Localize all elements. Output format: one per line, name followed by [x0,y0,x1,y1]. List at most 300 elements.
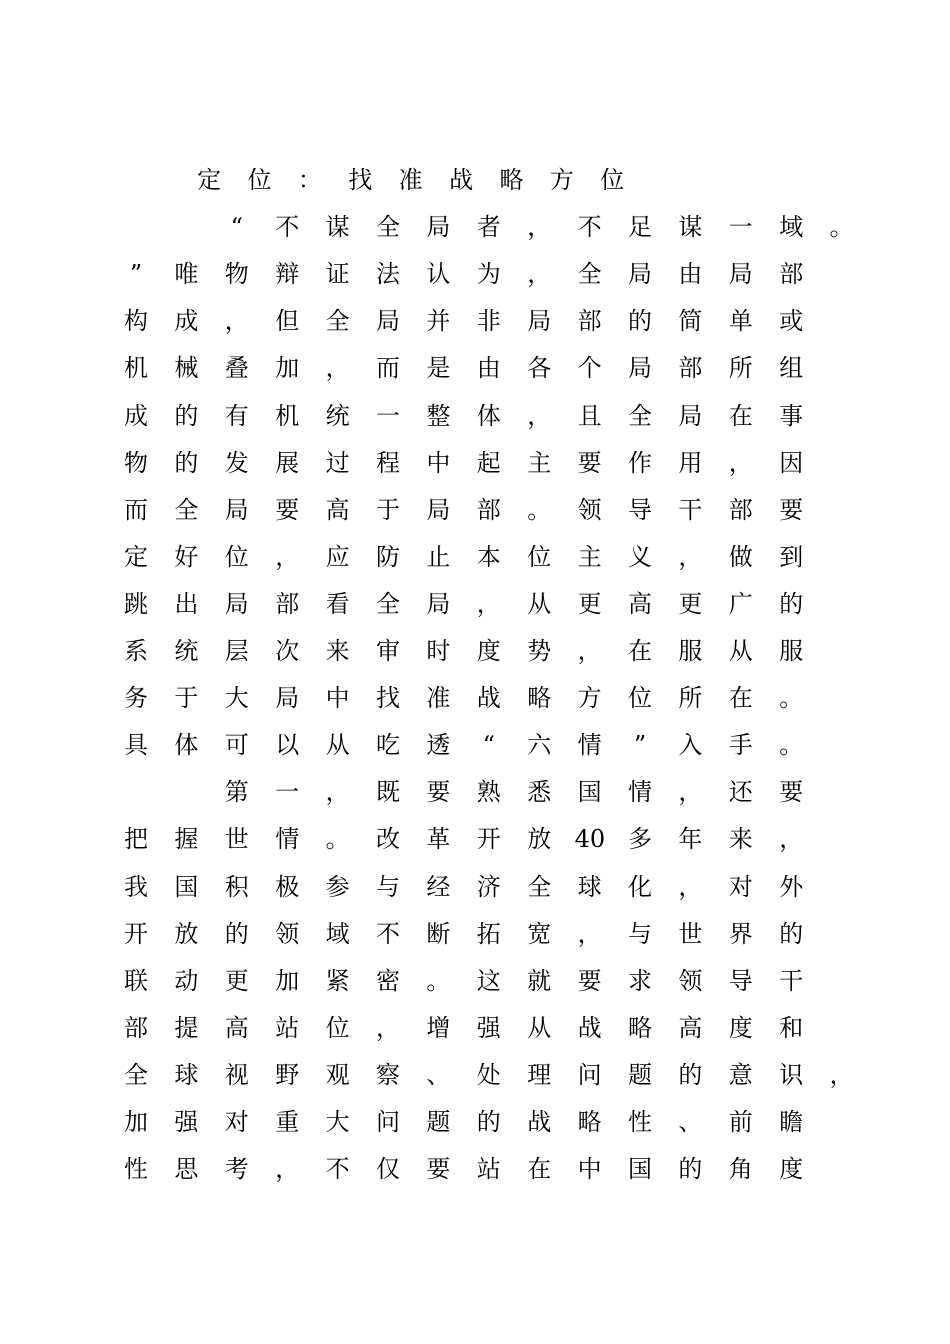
text-glyph: 要 [577,966,602,995]
paragraph-1-line [0,207,950,247]
text-glyph: 域 [325,919,350,948]
text-glyph: 与 [376,872,400,901]
text-glyph: 找 [376,684,400,713]
text-glyph: 从 [527,589,552,618]
text-glyph: 起 [476,448,501,477]
paragraph-1-line [0,584,950,624]
text-glyph: 法 [376,260,400,289]
text-glyph: 服 [678,637,703,665]
text-glyph: 定 [197,166,222,194]
text-glyph: 所 [678,684,703,713]
text-glyph: 而 [376,354,400,383]
text-glyph: 情 [577,731,602,760]
text-glyph: 站 [476,1155,501,1184]
text-glyph: 思 [174,1155,199,1184]
text-glyph: ， [577,637,602,665]
text-glyph: 事 [779,401,804,430]
text-glyph: 过 [325,448,350,477]
text-glyph: 还 [728,778,753,807]
paragraph-1-line [0,725,950,765]
text-glyph: 的 [628,307,652,336]
text-glyph: 。 [426,966,451,995]
text-glyph: 足 [628,213,652,242]
text-glyph: 干 [678,495,703,524]
text-glyph: ” [129,260,143,289]
text-glyph: 局 [728,260,753,289]
text-glyph: 方 [577,684,602,713]
text-glyph: ， [325,354,350,383]
text-glyph: 谋 [678,213,703,242]
text-glyph: 加 [124,1108,148,1136]
text-glyph: 认 [426,260,451,289]
text-glyph: 界 [728,919,753,948]
text-glyph: 一 [275,778,300,807]
text-glyph: 。 [527,495,552,524]
text-glyph: 主 [577,542,602,571]
text-glyph: 是 [426,354,451,383]
text-glyph: 和 [779,1013,804,1042]
text-glyph: 要 [426,778,451,807]
text-glyph: 与 [628,919,652,948]
text-glyph: 审 [376,637,400,665]
text-glyph: 部 [275,589,300,618]
text-glyph: 高 [325,495,350,524]
text-glyph: 放 [174,919,199,948]
paragraph-1-line [0,396,950,436]
text-glyph: 考 [224,1155,249,1184]
text-glyph: ， [678,778,703,807]
paragraph-1-line [0,301,950,341]
text-glyph: 成 [174,307,199,336]
text-glyph: 的 [174,448,199,477]
text-glyph: 联 [124,966,148,995]
text-glyph: 球 [174,1060,199,1089]
text-glyph: 止 [426,542,451,571]
text-glyph: ， [325,778,350,807]
text-glyph: 经 [426,872,451,901]
text-glyph: 局 [527,307,552,336]
text-glyph: 在 [728,401,753,430]
text-glyph: 济 [476,872,501,901]
text-glyph: 整 [426,401,451,430]
text-glyph: 拓 [476,919,501,948]
text-glyph: 机 [275,401,300,430]
text-glyph: 械 [174,354,199,383]
text-glyph: 开 [124,919,148,948]
text-glyph: 全 [628,401,652,430]
text-glyph: 单 [728,307,753,336]
text-glyph: 要 [779,778,804,807]
text-glyph: 由 [678,260,703,289]
paragraph-2-line [0,1149,950,1189]
text-glyph: 准 [398,166,423,194]
text-glyph: 唯 [174,260,199,289]
text-glyph: 物 [224,260,249,289]
text-glyph: 全 [376,213,400,242]
text-glyph: 战 [577,1013,602,1042]
text-glyph: 前 [728,1108,753,1136]
text-glyph: ： [297,166,322,194]
text-glyph: 中 [577,1155,602,1184]
text-glyph: 构 [124,307,148,336]
text-glyph: 高 [224,1013,249,1042]
paragraph-2-line [0,1008,950,1048]
text-glyph: 吃 [376,731,400,760]
text-glyph: 六 [527,731,552,760]
text-glyph: 局 [426,213,451,242]
text-glyph: 找 [348,166,373,194]
text-glyph: 更 [678,589,703,618]
text-glyph: 物 [124,448,148,477]
text-glyph: 不 [577,213,602,242]
text-glyph: 情 [275,825,300,854]
text-glyph: 重 [275,1108,300,1136]
text-glyph: 跳 [124,589,148,618]
text-glyph: 全 [376,589,400,618]
text-glyph: 改 [376,825,400,854]
text-glyph: 位 [628,684,652,713]
text-glyph: 部 [476,495,501,524]
text-glyph: 问 [577,1060,602,1089]
text-glyph: ， [527,213,552,242]
text-glyph: 高 [628,589,652,618]
text-glyph: ， [527,260,552,289]
text-glyph: 高 [678,1013,703,1042]
text-glyph: 性 [124,1155,148,1184]
text-glyph: 本 [476,542,501,571]
text-glyph: 部 [577,307,602,336]
text-glyph: 手 [728,731,753,760]
text-glyph: 第 [224,778,249,807]
text-glyph: 一 [728,213,753,242]
text-glyph: 增 [426,1013,451,1042]
text-glyph: 局 [628,260,652,289]
text-glyph: “ [482,731,495,760]
paragraph-1-line [0,490,950,530]
text-glyph: 来 [325,637,350,665]
text-glyph: 观 [325,1060,350,1089]
text-glyph: 的 [174,401,199,430]
text-glyph: 仅 [376,1155,400,1184]
text-glyph: 叠 [224,354,249,383]
heading-line [0,160,950,200]
text-glyph: 而 [124,495,148,524]
text-glyph: 非 [476,307,501,336]
text-glyph: 情 [628,778,652,807]
text-glyph: 为 [476,260,501,289]
text-glyph: 要 [779,495,804,524]
text-glyph: 的 [678,1155,703,1184]
text-glyph: 位 [224,542,249,571]
text-glyph: 局 [224,495,249,524]
text-glyph: 。 [779,731,804,760]
text-glyph: 干 [779,966,804,995]
text-glyph: 不 [325,1155,350,1184]
text-glyph: 领 [275,919,300,948]
text-glyph: 用 [678,448,703,477]
text-glyph: 局 [426,495,451,524]
text-glyph: 全 [527,872,552,901]
text-glyph: 局 [275,684,300,713]
text-glyph: 务 [124,684,148,713]
text-glyph: 简 [678,307,703,336]
text-glyph: 组 [779,354,804,383]
text-glyph: 由 [476,354,501,383]
text-glyph: 从 [325,731,350,760]
text-glyph: 。 [779,684,804,713]
text-glyph: 世 [224,825,249,854]
text-glyph: 在 [628,637,652,665]
text-glyph: ， [376,1013,400,1042]
text-glyph: 广 [728,589,753,618]
text-glyph: 局 [376,307,400,336]
text-glyph: 战 [476,684,501,713]
text-glyph: 性 [628,1108,652,1136]
text-glyph: 战 [527,1108,552,1136]
text-glyph: 势 [527,637,552,665]
text-glyph: 部 [779,260,804,289]
text-glyph: 瞻 [779,1108,804,1136]
text-glyph: 强 [476,1013,501,1042]
text-glyph: 略 [499,166,524,194]
text-glyph: 国 [628,1155,652,1184]
text-glyph: 谋 [325,213,350,242]
text-glyph: 题 [628,1060,652,1089]
text-glyph: 导 [728,966,753,995]
text-glyph: ， [224,307,249,336]
text-glyph: 的 [779,589,804,618]
text-glyph: 的 [678,1060,703,1089]
text-glyph: 处 [476,1060,501,1089]
text-glyph: 革 [426,825,451,854]
paragraph-1-line [0,678,950,718]
text-glyph: 统 [174,637,199,665]
paragraph-1-line [0,443,950,483]
text-glyph: 既 [376,778,400,807]
text-glyph: 并 [426,307,451,336]
text-glyph: 。 [325,825,350,854]
text-glyph: 成 [124,401,148,430]
text-glyph: 从 [527,1013,552,1042]
text-glyph: 度 [728,1013,753,1042]
text-glyph: 国 [174,872,199,901]
text-glyph: 因 [779,448,804,477]
text-glyph: 的 [476,1108,501,1136]
text-glyph: 入 [678,731,703,760]
text-glyph: 来 [728,825,753,854]
text-glyph: 体 [476,401,501,430]
text-glyph: 略 [577,1108,602,1136]
text-glyph: 更 [224,966,249,995]
text-glyph: 服 [779,637,804,665]
text-glyph: ， [678,872,703,901]
text-glyph: 全 [325,307,350,336]
text-glyph: 对 [224,1108,249,1136]
text-glyph: 要 [426,1155,451,1184]
text-glyph: ， [476,589,501,618]
text-glyph: 有 [224,401,249,430]
text-glyph: 大 [325,1108,350,1136]
text-glyph: 角 [728,1155,753,1184]
text-glyph: 且 [577,401,602,430]
text-glyph: 从 [728,637,753,665]
text-glyph: 强 [174,1108,199,1136]
text-glyph: ， [779,825,804,854]
text-glyph: 度 [779,1155,804,1184]
text-glyph: 次 [275,637,300,665]
text-glyph: ， [275,542,300,571]
text-glyph: 略 [527,684,552,713]
text-glyph: 体 [174,731,199,760]
text-glyph: 时 [426,637,451,665]
text-glyph: 者 [476,213,501,242]
text-glyph: 出 [174,589,199,618]
text-glyph: 防 [376,542,400,571]
text-glyph: ， [728,448,753,477]
text-glyph: 视 [224,1060,249,1089]
paragraph-2-line [0,1102,950,1142]
text-glyph: 的 [779,919,804,948]
text-glyph: 握 [174,825,199,854]
text-glyph: 具 [124,731,148,760]
text-glyph: 宽 [527,919,552,948]
text-glyph: 极 [275,872,300,901]
text-glyph: 辩 [275,260,300,289]
text-glyph: 问 [376,1108,400,1136]
text-glyph: 中 [426,448,451,477]
text-glyph: 。 [829,213,854,242]
text-glyph: ， [678,542,703,571]
text-glyph: 题 [426,1108,451,1136]
text-glyph: ， [577,919,602,948]
text-glyph: 熟 [476,778,501,807]
text-glyph: 看 [325,589,350,618]
text-glyph: 提 [174,1013,199,1042]
paragraph-1-line [0,537,950,577]
text-glyph: 战 [449,166,474,194]
text-glyph: “ [230,213,243,242]
text-glyph: 参 [325,872,350,901]
paragraph-2-line [0,914,950,954]
text-glyph: 各 [527,354,552,383]
text-glyph: 不 [376,919,400,948]
text-glyph: 主 [527,448,552,477]
text-glyph: 统 [325,401,350,430]
text-glyph: 程 [376,448,400,477]
text-glyph: 所 [728,354,753,383]
text-glyph: 定 [124,542,148,571]
text-glyph: 透 [426,731,451,760]
text-glyph: 个 [577,354,602,383]
paragraph-1-line [0,631,950,671]
text-glyph: 展 [275,448,300,477]
text-glyph: 加 [275,354,300,383]
text-glyph: 机 [124,354,148,383]
text-glyph: 悉 [527,778,552,807]
text-glyph: 发 [224,448,249,477]
text-glyph: 中 [325,684,350,713]
text-glyph: 或 [779,307,804,336]
text-glyph: 密 [376,966,400,995]
text-glyph: 更 [577,589,602,618]
text-glyph: 领 [577,495,602,524]
text-glyph: 于 [376,495,400,524]
text-glyph: 证 [325,260,350,289]
text-glyph: 领 [678,966,703,995]
text-glyph: 做 [728,542,753,571]
text-glyph: 动 [174,966,199,995]
text-glyph: 就 [527,966,552,995]
text-glyph: 以 [275,731,300,760]
text-glyph: 把 [124,825,148,854]
text-glyph: 义 [628,542,652,571]
paragraph-2-line [0,961,950,1001]
text-glyph: 导 [628,495,652,524]
text-glyph: 在 [728,684,753,713]
paragraph-1-line [0,254,950,294]
text-glyph: 作 [628,448,652,477]
text-glyph: 国 [577,778,602,807]
text-glyph: 意 [728,1060,753,1089]
text-glyph: 位 [527,542,552,571]
text-glyph: 略 [628,1013,652,1042]
text-glyph: 方 [549,166,574,194]
text-glyph: 可 [224,731,249,760]
text-glyph: 不 [275,213,300,242]
text-glyph: 、 [426,1060,451,1089]
text-glyph: 局 [628,354,652,383]
text-glyph: 位 [247,166,272,194]
text-glyph: 位 [600,166,625,194]
text-glyph: 对 [728,872,753,901]
text-glyph: 断 [426,919,451,948]
text-glyph: ” [633,731,647,760]
text-glyph: 理 [527,1060,552,1089]
text-glyph: 全 [577,260,602,289]
text-glyph: 多 [628,825,652,854]
paragraph-2-line [0,1055,950,1095]
text-glyph: 这 [476,966,501,995]
text-glyph: 开 [476,825,501,854]
text-glyph: 在 [527,1155,552,1184]
text-glyph: 化 [628,872,652,901]
text-glyph: 紧 [325,966,350,995]
text-glyph: 局 [224,589,249,618]
text-glyph: 好 [174,542,199,571]
text-glyph: 大 [224,684,249,713]
text-glyph: 部 [678,354,703,383]
text-glyph: 放 [527,825,552,854]
text-glyph: 部 [124,1013,148,1042]
text-glyph: 全 [124,1060,148,1089]
text-glyph: 积 [224,872,249,901]
text-glyph: 局 [426,589,451,618]
paragraph-1-line [0,348,950,388]
text-glyph: 位 [325,1013,350,1042]
paragraph-2-line [0,819,950,859]
paragraph-2-line [0,867,950,907]
text-glyph: ， [527,401,552,430]
text-glyph: 部 [728,495,753,524]
text-glyph: 层 [224,637,249,665]
text-glyph: 局 [678,401,703,430]
text-glyph: ， [275,1155,300,1184]
text-glyph: 我 [124,872,148,901]
text-glyph: 球 [577,872,602,901]
text-glyph: 系 [124,637,148,665]
text-glyph: 年 [678,825,703,854]
text-glyph: 世 [678,919,703,948]
